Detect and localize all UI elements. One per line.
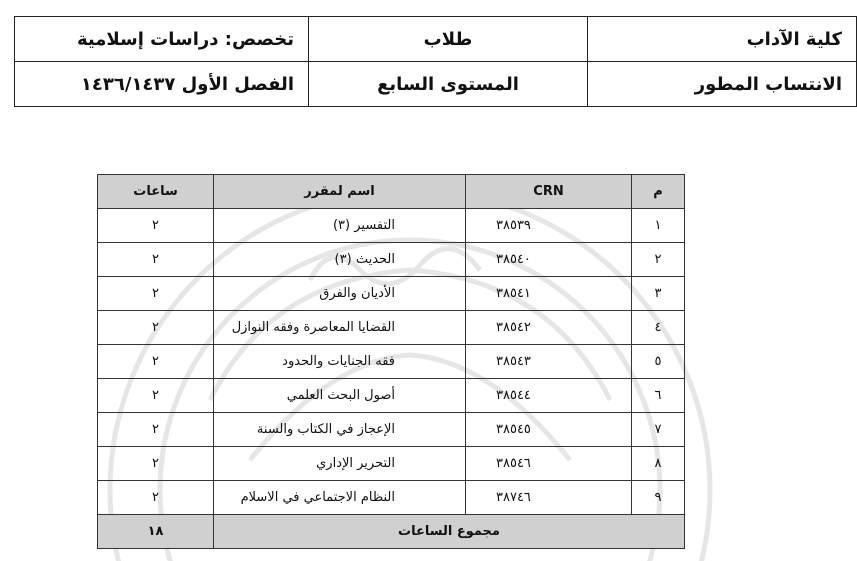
courses-table xyxy=(97,174,685,549)
row-hours: ٢ xyxy=(98,209,214,243)
table-row xyxy=(98,413,685,447)
row-index: ٥ xyxy=(632,345,685,379)
row-index: ٦ xyxy=(632,379,685,413)
row-hours: ٢ xyxy=(98,277,214,311)
row-course-name: التفسير (٣) xyxy=(214,209,466,243)
row-hours: ٢ xyxy=(98,447,214,481)
hours-header: ساعات xyxy=(98,175,214,209)
college-cell: كلية الآداب xyxy=(588,17,857,62)
table-row xyxy=(98,243,685,277)
row-index: ١ xyxy=(632,209,685,243)
course-name-header: اسم لمقرر xyxy=(214,175,466,209)
row-crn: ٣٨٥٤٥ xyxy=(466,413,632,447)
row-course-name: القضايا المعاصرة وفقه النوازل xyxy=(214,311,466,345)
row-hours: ٢ xyxy=(98,379,214,413)
header-row-1 xyxy=(15,17,857,62)
index-header: م xyxy=(632,175,685,209)
category-cell: طلاب xyxy=(309,17,588,62)
row-course-name: فقه الجنايات والحدود xyxy=(214,345,466,379)
row-course-name: الحديث (٣) xyxy=(214,243,466,277)
table-header-row xyxy=(98,175,685,209)
table-row xyxy=(98,277,685,311)
row-hours: ٢ xyxy=(98,345,214,379)
row-hours: ٢ xyxy=(98,413,214,447)
program-cell: الانتساب المطور xyxy=(588,62,857,107)
row-crn: ٣٨٥٤٦ xyxy=(466,447,632,481)
row-course-name: أصول البحث العلمي xyxy=(214,379,466,413)
row-crn: ٣٨٧٤٦ xyxy=(466,481,632,515)
row-crn: ٣٨٥٤٢ xyxy=(466,311,632,345)
row-course-name: الأديان والفرق xyxy=(214,277,466,311)
semester-cell: الفصل الأول ١٤٣٦/١٤٣٧ xyxy=(15,62,309,107)
row-course-name: النظام الاجتماعي في الاسلام xyxy=(214,481,466,515)
header-row-2 xyxy=(15,62,857,107)
table-row xyxy=(98,311,685,345)
row-crn: ٣٨٥٣٩ xyxy=(466,209,632,243)
total-hours-label: مجموع الساعات xyxy=(214,515,685,549)
header-table xyxy=(14,16,857,107)
row-crn: ٣٨٥٤٣ xyxy=(466,345,632,379)
row-hours: ٢ xyxy=(98,481,214,515)
crn-header: CRN xyxy=(466,175,632,209)
row-index: ٩ xyxy=(632,481,685,515)
row-index: ٧ xyxy=(632,413,685,447)
row-crn: ٣٨٥٤٠ xyxy=(466,243,632,277)
row-hours: ٢ xyxy=(98,243,214,277)
row-course-name: التحرير الإداري xyxy=(214,447,466,481)
table-row xyxy=(98,481,685,515)
table-row xyxy=(98,209,685,243)
level-cell: المستوى السابع xyxy=(309,62,588,107)
row-crn: ٣٨٥٤٤ xyxy=(466,379,632,413)
row-crn: ٣٨٥٤١ xyxy=(466,277,632,311)
table-row xyxy=(98,379,685,413)
row-index: ٣ xyxy=(632,277,685,311)
row-index: ٢ xyxy=(632,243,685,277)
table-row xyxy=(98,447,685,481)
specialization-cell: تخصص: دراسات إسلامية xyxy=(15,17,309,62)
row-index: ٨ xyxy=(632,447,685,481)
row-index: ٤ xyxy=(632,311,685,345)
row-hours: ٢ xyxy=(98,311,214,345)
table-row xyxy=(98,345,685,379)
row-course-name: الإعجاز في الكتاب والسنة xyxy=(214,413,466,447)
total-row xyxy=(98,515,685,549)
total-hours-value: ١٨ xyxy=(98,515,214,549)
